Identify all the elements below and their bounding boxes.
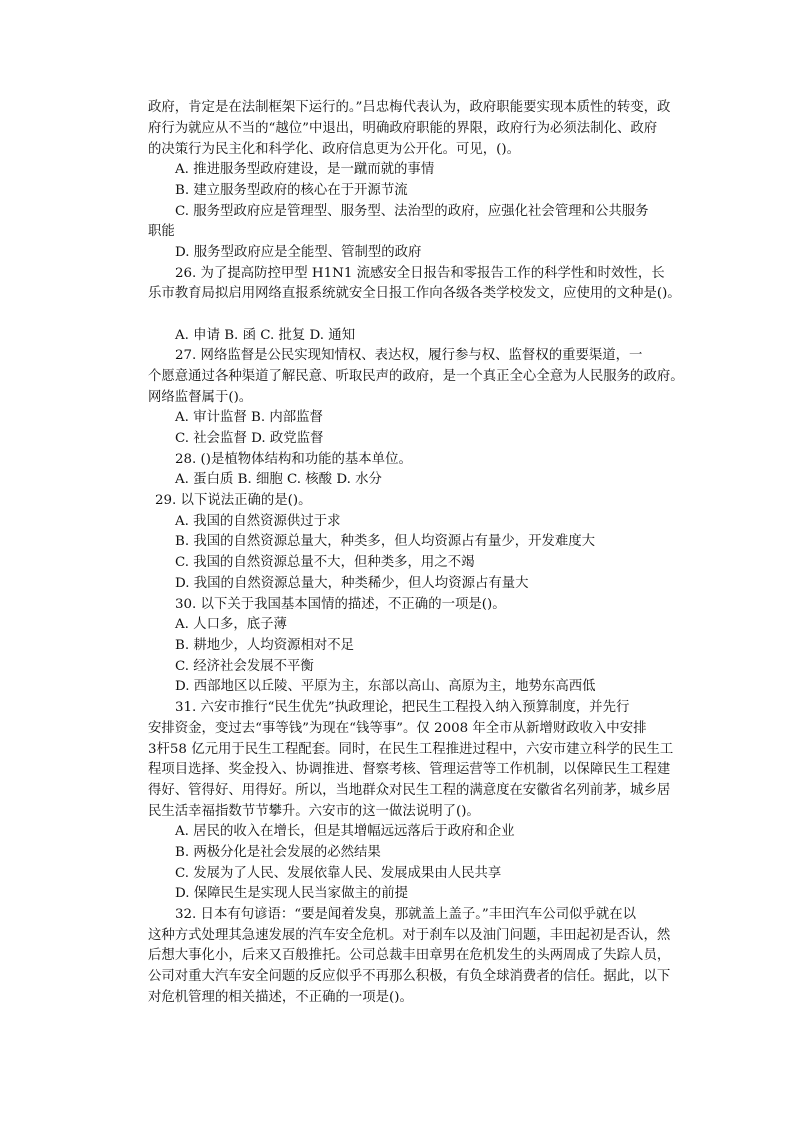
q27-stem-line-3: 网络监督属于()。 bbox=[148, 390, 253, 405]
q25-option-c-line-2: 职能 bbox=[148, 224, 175, 239]
q31-stem-line-5: 得好、管得好、用得好。所以，当地群众对民生工程的满意度在安徽省名列前茅，城乡居 bbox=[148, 783, 671, 798]
q25-option-d: D. 服务型政府应是全能型、管制型的政府 bbox=[175, 245, 422, 260]
q28-stem: 28. ()是植物体结构和功能的基本单位。 bbox=[175, 452, 412, 467]
q26-stem-line-2: 乐市教育局拟启用网络直报系统就安全日报工作向各级各类学校发文，应使用的文种是()。 bbox=[148, 286, 681, 301]
q32-stem-line-4: 公司对重大汽车安全问题的反应似乎不再那么积极，有负全球消费者的信任。据此，以下 bbox=[148, 969, 671, 984]
q27-options-ab: A. 审计监督 B. 内部监督 bbox=[175, 410, 323, 425]
q28-options: A. 蛋白质 B. 细胞 C. 核酸 D. 水分 bbox=[175, 472, 382, 487]
q25-option-a: A. 推进服务型政府建设，是一蹴而就的事情 bbox=[175, 162, 435, 177]
q31-option-b: B. 两极分化是社会发展的必然结果 bbox=[175, 845, 381, 860]
q26-stem-line-1: 26. 为了提高防控甲型 H1N1 流感安全日报告和零报告工作的科学性和时效性，长 bbox=[175, 266, 665, 281]
q25-stem-line-1: 政府，肯定是在法制框架下运行的。”吕忠梅代表认为，政府职能要实现本质性的转变，政 bbox=[148, 100, 671, 115]
q29-stem: 29. 以下说法正确的是()。 bbox=[155, 493, 312, 508]
q30-option-b: B. 耕地少，人均资源相对不足 bbox=[175, 638, 355, 653]
q30-option-d: D. 西部地区以丘陵、平原为主，东部以高山、高原为主，地势东高西低 bbox=[175, 679, 596, 694]
q30-option-c: C. 经济社会发展不平衡 bbox=[175, 659, 314, 674]
q31-option-d: D. 保障民生是实现人民当家做主的前提 bbox=[175, 886, 409, 901]
q25-option-b: B. 建立服务型政府的核心在于开源节流 bbox=[175, 183, 408, 198]
q25-stem-line-2: 府行为就应从不当的“越位”中退出，明确政府职能的界限，政府行为必须法制化、政府 bbox=[148, 121, 658, 136]
q29-option-d: D. 我国的自然资源总量大，种类稀少，但人均资源占有量大 bbox=[175, 576, 529, 591]
q31-option-a: A. 居民的收入在增长，但是其增幅远远落后于政府和企业 bbox=[175, 824, 515, 839]
q31-stem-line-3: 3杆58 亿元用于民生工程配套。同时，在民生工程推进过程中，六安市建立科学的民生工 bbox=[148, 742, 674, 757]
q25-option-c-line-1: C. 服务型政府应是管理型、服务型、法治型的政府，应强化社会管理和公共服务 bbox=[175, 204, 649, 219]
q32-stem-line-2: 这种方式处理其急速发展的汽车安全危机。对于刹车以及油门问题，丰田起初是否认，然 bbox=[148, 928, 671, 943]
q27-stem-line-2: 个愿意通过各种渠道了解民意、听取民声的政府，是一个真正全心全意为人民服务的政府。 bbox=[148, 369, 684, 384]
q32-stem-line-3: 后想大事化小，后来又百般推托。公司总裁丰田章男在危机发生的头两周成了失踪人员， bbox=[148, 948, 671, 963]
q27-options-cd: C. 社会监督 D. 政党监督 bbox=[175, 431, 324, 446]
q30-stem: 30. 以下关于我国基本国情的描述，不正确的一项是()。 bbox=[175, 597, 506, 612]
q31-stem-line-1: 31. 六安市推行“民生优先”执政理论，把民生工程投入纳入预算制度，并先行 bbox=[175, 700, 630, 715]
q31-stem-line-2: 安排资金，变过去“事等钱”为现在“钱等事”。仅 2008 年全市从新增财政收入中安排 bbox=[148, 721, 647, 736]
q27-stem-line-1: 27. 网络监督是公民实现知情权、表达权，履行参与权、监督权的重要渠道，一 bbox=[175, 348, 643, 363]
q25-stem-line-3: 的决策行为民主化和科学化、政府信息更为公开化。可见，()。 bbox=[148, 142, 520, 157]
q29-option-a: A. 我国的自然资源供过于求 bbox=[175, 514, 341, 529]
q29-option-b: B. 我国的自然资源总量大，种类多，但人均资源占有量少，开发难度大 bbox=[175, 534, 596, 549]
q31-stem-line-4: 程项目选择、奖金投入、协调推进、督察考核、管理运营等工作机制，以保障民生工程建 bbox=[148, 762, 671, 777]
q32-stem-line-1: 32. 日本有句谚语：“要是闻着发臭，那就盖上盖子。”丰田汽车公司似乎就在以 bbox=[175, 907, 637, 922]
q26-options: A. 申请 B. 函 C. 批复 D. 通知 bbox=[175, 328, 356, 343]
q32-stem-line-5: 对危机管理的相关描述，不正确的一项是()。 bbox=[148, 990, 413, 1005]
q31-option-c: C. 发展为了人民、发展依靠人民、发展成果由人民共享 bbox=[175, 866, 502, 881]
q30-option-a: A. 人口多，底子薄 bbox=[175, 617, 287, 632]
q31-stem-line-6: 民生活幸福指数节节攀升。六安市的这一做法说明了()。 bbox=[148, 804, 480, 819]
q29-option-c: C. 我国的自然资源总量不大，但种类多，用之不竭 bbox=[175, 555, 475, 570]
